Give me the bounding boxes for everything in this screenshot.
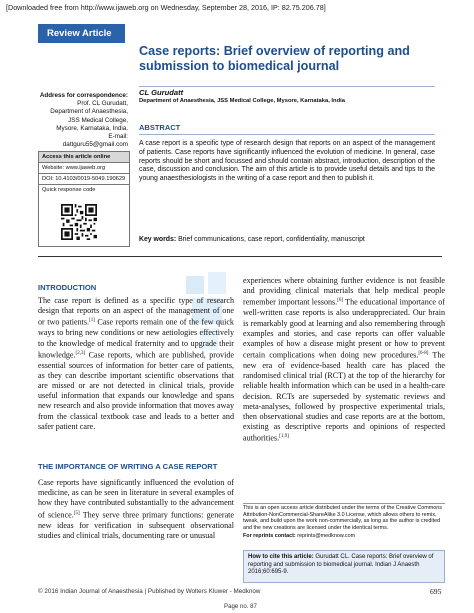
article-title <box>139 44 449 74</box>
citation-box <box>243 550 445 583</box>
keywords-text: Brief communications, case report, confidentiality, manuscript <box>176 236 365 243</box>
article-type-badge: Review Article <box>38 24 125 43</box>
keywords <box>139 236 439 243</box>
page-of-label: Page no. 87 <box>224 603 257 610</box>
right-column-text <box>243 276 445 444</box>
reprints-label: For reprints contact: <box>243 533 296 540</box>
abstract-heading: ABSTRACT <box>139 123 181 132</box>
keywords-label: Key words: <box>139 236 177 243</box>
keywords-divider <box>38 256 442 257</box>
author-name: CL Gurudatt <box>139 88 184 97</box>
qr-label: Quick response code <box>42 187 96 193</box>
cite-label: How to cite this article: <box>248 554 314 560</box>
correspondence-email[interactable]: dattguru55@gmail.com <box>62 141 128 149</box>
title-line-2: submission to biomedical journal <box>139 59 340 73</box>
reprints-email[interactable]: reprints@medknow.com <box>295 533 356 540</box>
correspondence-line: Prof. CL Gurudatt, <box>77 100 128 108</box>
title-divider <box>139 86 435 87</box>
body-sentence: experiences where obtaining further evidence is not feasible and providing clinical materials that help medical people remember important lessons. <box>243 276 445 308</box>
importance-text <box>38 478 234 541</box>
author-affiliation: Department of Anaesthesia, JSS Medical College, Mysore, Karnataka, India <box>139 98 345 104</box>
doi-link[interactable]: DOI: 10.4103/0019-5049.190629 <box>39 174 129 185</box>
journal-footer: © 2016 Indian Journal of Anaesthesia | Published by Wolters Kluwer - Medknow <box>38 588 261 595</box>
license-notice <box>243 505 445 540</box>
website-link[interactable]: Website: www.ijaweb.org <box>39 163 129 174</box>
importance-heading: THE IMPORTANCE OF WRITING A CASE REPORT <box>38 462 218 471</box>
citation-ref[interactable]: [1] <box>89 318 95 324</box>
qr-code-image[interactable] <box>61 204 97 240</box>
title-line-1: Case reports: Brief overview of reporting and <box>139 44 410 58</box>
intro-sentence: Case reports remain one of the few quick ways to bring new conditions or new aetiologies effectively to the knowledge of medical fraternity and to upgrade their knowledge. <box>38 318 234 360</box>
correspondence-line: Department of Anaesthesia, <box>50 108 128 116</box>
download-notice: [Downloaded free from http://www.ijaweb.org on Wednesday, September 28, 2016, IP: 82.75.206.78] <box>6 3 326 12</box>
body-sentence: The new era of evidence-based health care has placed the randomised clinical trial (RCT) at the top of the hierarchy for reliable health information which can be used in a health-care decision. RCTs are superseded by systematic reviews and meta-analyses, followed by prospective experimental trials, then observational studies and case reports are at the bottom, existing as descriptive reports and opinions of respected authorities. <box>243 350 445 444</box>
correspondence-heading: Address for correspondence: <box>39 92 128 99</box>
page-number: 695 <box>430 587 442 596</box>
citation-ref[interactable]: [1,9] <box>279 434 289 440</box>
correspondence-line: JSS Medical College, <box>68 116 128 124</box>
importance-sentence: They serve three primary functions: generate new ideas for verification in subsequent observational studies and clinical trials, documenting rare or unusual <box>38 510 235 540</box>
importance-sentence: Case reports have significantly influenced the evolution of medicine, as can be seen in literature in several examples of how they have contributed substantially to the advancement of science. <box>38 478 234 520</box>
abstract-text: A case report is a specific type of research design that reports on an aspect of the management of patients. Case reports have significantly influenced the evolution of medicine. In general, case reports should be short and focussed and should contain abstract, introduction, description of the case, discussion and conclusion. The aim of this article is to provide useful details and tips to the young anaesthesiologists in the writing of a case report and then to publish it. <box>139 140 435 183</box>
body-sentence: The educational importance of well-written case reports is also underappreciated. Our brain is remarkably good at learning and also remembering through examples and stories, and case reports can offer valuable examples of how a disease might present or how to prevent certain complications when doing new procedures. <box>243 298 446 360</box>
correspondence-line: Mysore, Karnataka, India. <box>56 124 128 132</box>
correspondence-block <box>38 92 128 149</box>
citation-ref[interactable]: [2,3] <box>75 350 86 356</box>
access-online-box <box>38 151 130 247</box>
intro-sentence: Case reports, which are published, provide essential sources of information for better care of patients, as they can describe important scientific observations that are missed or are not detected in clinical trials, provide useful information that expands our knowledge and spans new research and also provide information that moves away from the classical textbook case and leads to a better and safer patient care. <box>38 350 234 431</box>
cite-text: Gurudatt CL. Case reports: Brief overview of reporting and submission to biomedical journal. Indian J Anaesth 2016;60:695-9. <box>248 554 434 575</box>
license-divider <box>243 503 445 504</box>
citation-ref[interactable]: [6] <box>337 298 344 304</box>
reprints-contact <box>243 533 445 540</box>
intro-sentence: The case report is defined as a specific type of research design that reports on an aspect of the management of one or two patients. <box>38 296 234 328</box>
citation-ref[interactable]: [6-8] <box>418 351 429 357</box>
abstract-divider <box>139 134 435 135</box>
introduction-heading: INTRODUCTION <box>38 283 97 292</box>
correspondence-line: E-mail: <box>108 133 128 141</box>
citation-ref[interactable]: [5] <box>73 510 80 516</box>
access-heading: Access this article online <box>39 152 129 163</box>
introduction-text <box>38 296 234 432</box>
license-text: This is an open access article distributed under the terms of the Creative Commons Attribution-NonCommercial-ShareAlike 3.0 License, which allows others to remix, tweak, and build upon the work non-commercially, as long as the author is credited and the new creations are licensed under the identical terms. <box>243 505 442 531</box>
